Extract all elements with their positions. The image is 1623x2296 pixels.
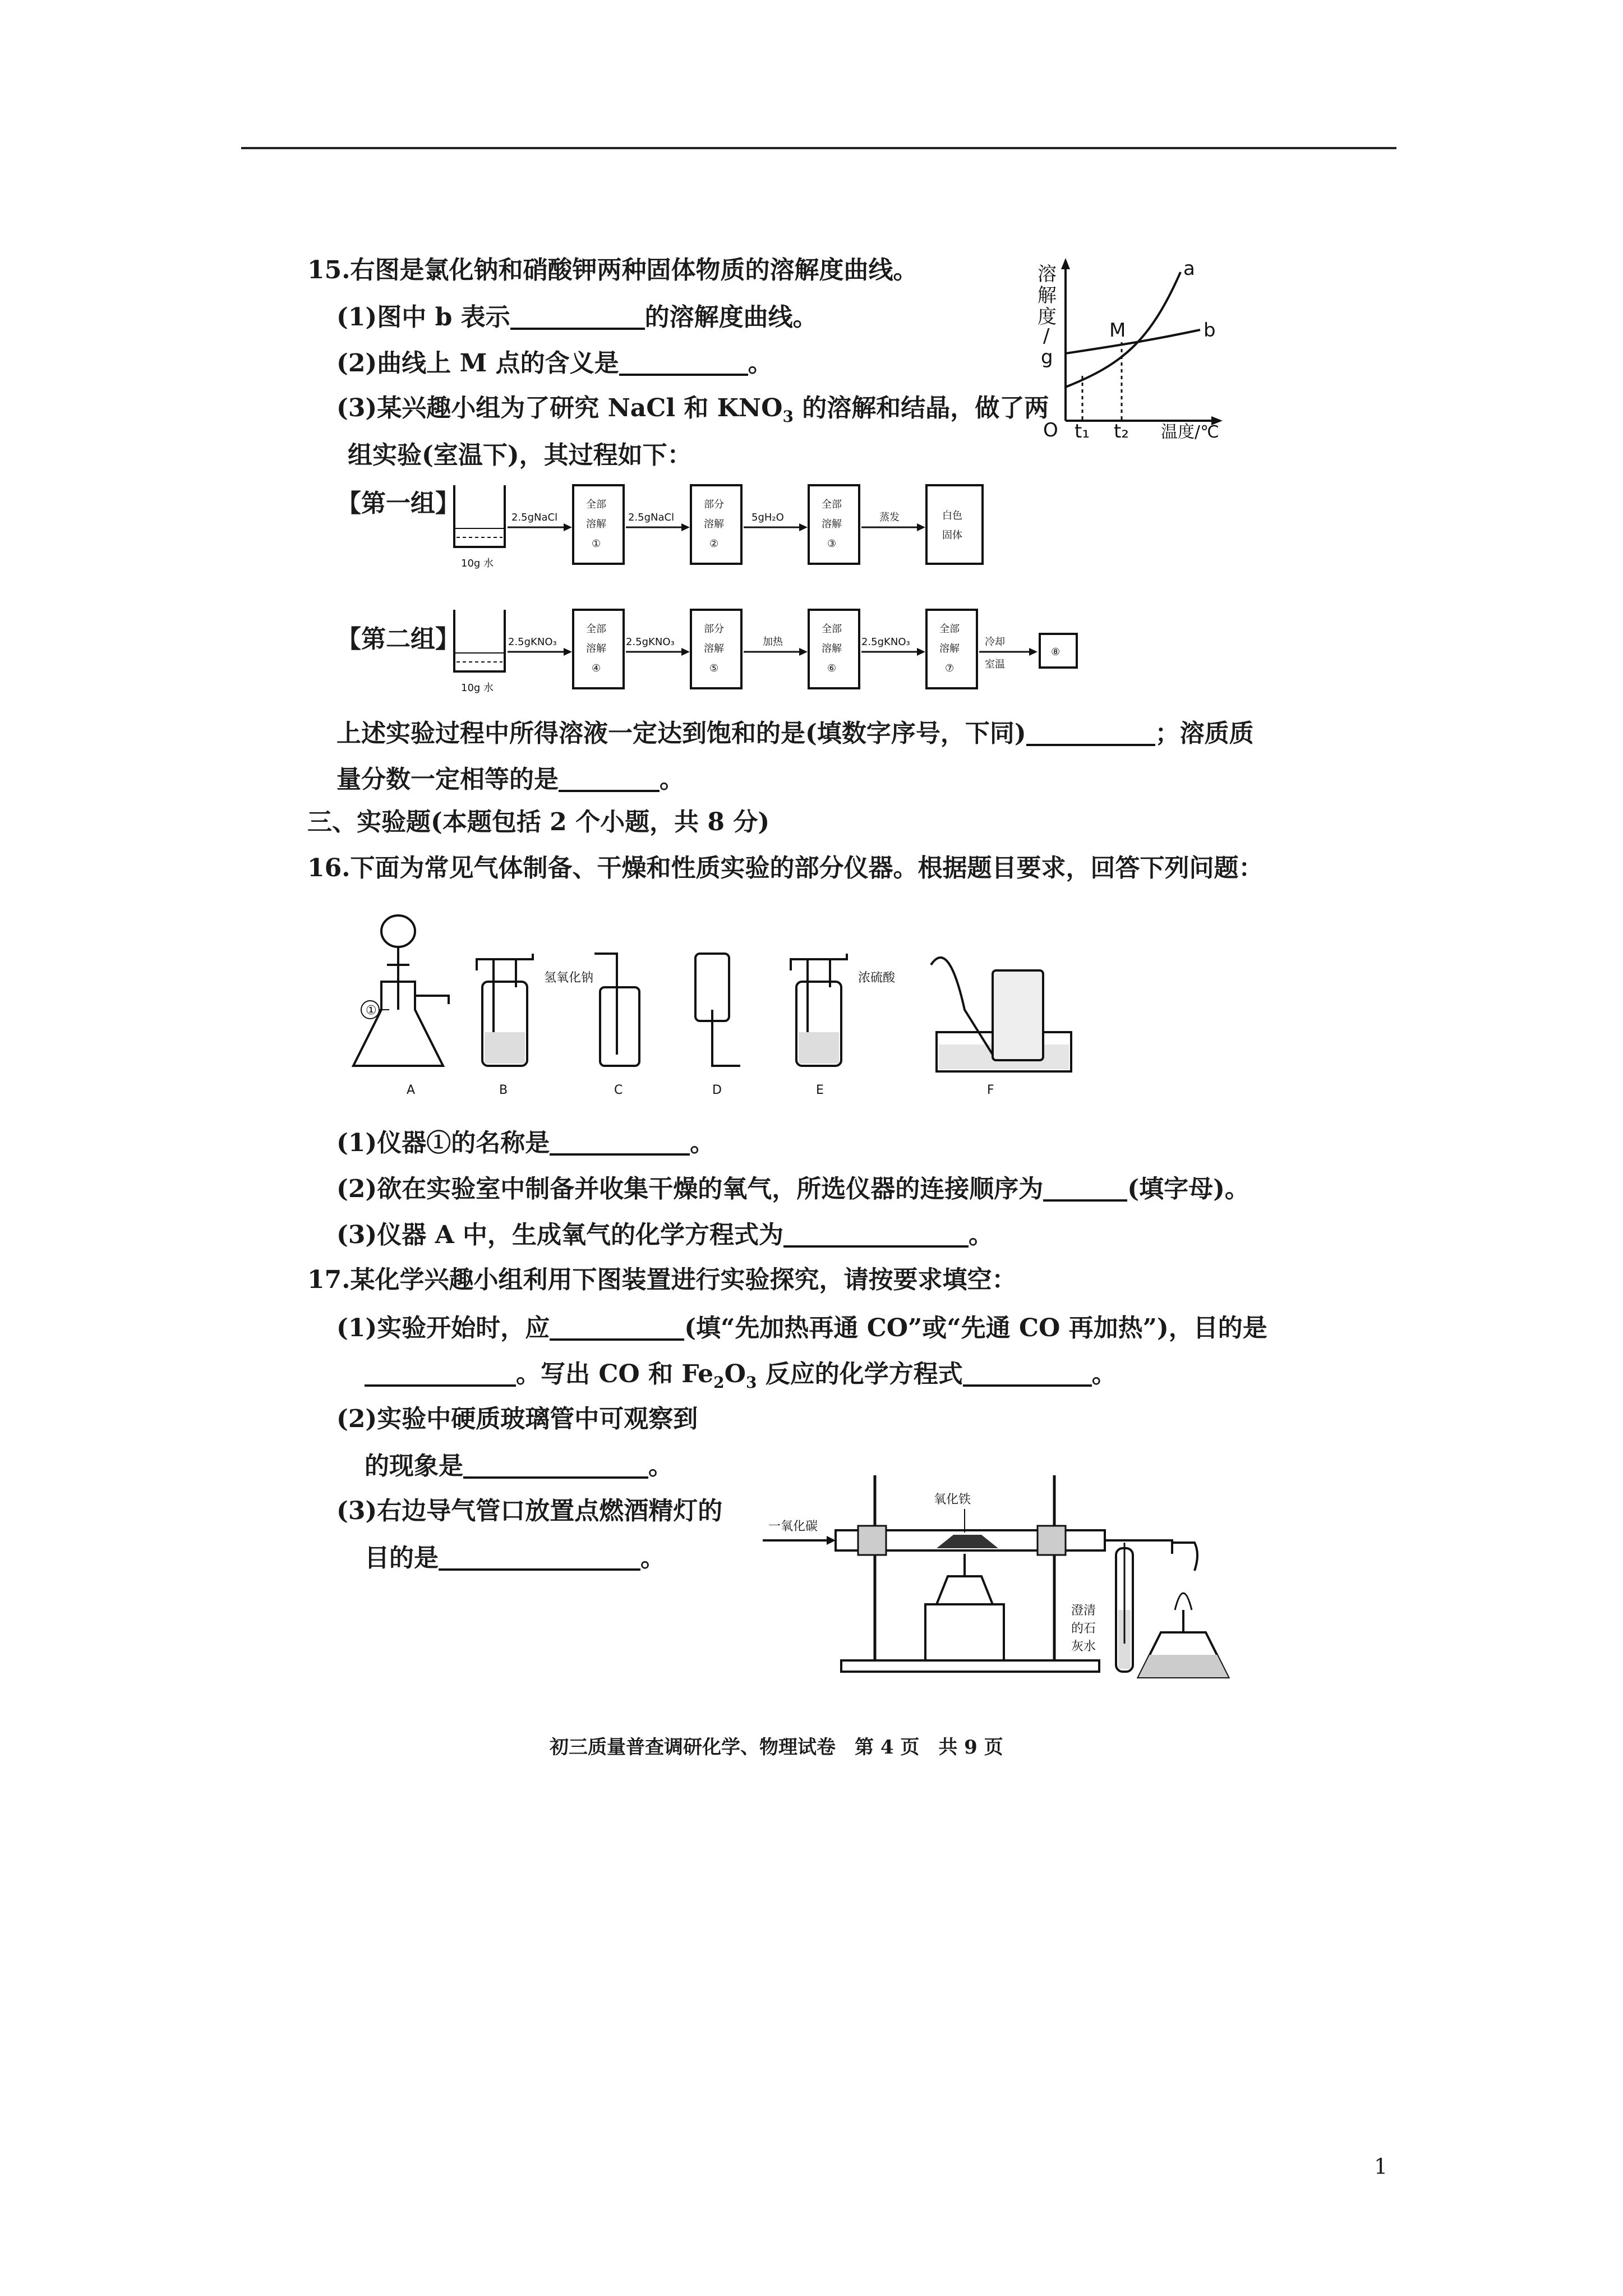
q15-title: 15.右图是氯化钠和硝酸钾两种固体物质的溶解度曲线。 bbox=[307, 256, 918, 284]
group2-water: 10g 水 bbox=[461, 682, 494, 694]
q15-blank-4[interactable] bbox=[559, 764, 660, 792]
group2-flow bbox=[449, 601, 1122, 702]
q17-part3: (3)右边导气管口放置点燃酒精灯的 bbox=[336, 1497, 723, 1525]
apparatus-c bbox=[594, 954, 639, 1066]
group1-flow bbox=[449, 477, 1021, 578]
svg-text:溶解: 溶解 bbox=[586, 518, 606, 530]
fe2o3-label: 氧化铁 bbox=[934, 1493, 971, 1507]
svg-text:③: ③ bbox=[827, 538, 837, 550]
svg-text:④: ④ bbox=[592, 662, 601, 674]
group2-arrow-1: 2.5gKNO₃ bbox=[508, 636, 557, 648]
group1-water: 10g 水 bbox=[461, 558, 494, 569]
apparatus-e bbox=[791, 954, 896, 1066]
label-d: D bbox=[712, 1083, 722, 1097]
b-liquid-1: 氢氧化钠 bbox=[544, 971, 594, 985]
group2-arrow-5-top: 冷却 bbox=[985, 636, 1005, 648]
q16-blank-2[interactable] bbox=[1043, 1174, 1127, 1202]
svg-text:⑧: ⑧ bbox=[1051, 646, 1061, 658]
group2-arrow-5-bottom: 室温 bbox=[985, 659, 1005, 670]
graph-ylabel-1: 溶 bbox=[1038, 263, 1057, 286]
q17-part1-cont: 。写出 CO 和 $Fe_2O_3$ 反应的化学方程式 。 bbox=[365, 1359, 1117, 1392]
svg-text:①: ① bbox=[592, 538, 601, 550]
graph-t2: t₂ bbox=[1114, 420, 1129, 443]
svg-text:全部: 全部 bbox=[822, 623, 842, 635]
q15-blank-1[interactable] bbox=[510, 302, 645, 330]
svg-text:部分: 部分 bbox=[704, 499, 724, 510]
q17-blank-2[interactable] bbox=[365, 1359, 516, 1387]
lime-label-1: 澄清 bbox=[1071, 1604, 1096, 1618]
label-a: A bbox=[407, 1083, 416, 1097]
group1-arrow-1: 2.5gNaCl bbox=[511, 512, 558, 523]
graph-origin: O bbox=[1043, 419, 1058, 441]
svg-text:部分: 部分 bbox=[704, 623, 724, 635]
svg-text:⑤: ⑤ bbox=[709, 662, 719, 674]
group2-arrow-4: 2.5gKNO₃ bbox=[861, 636, 910, 648]
svg-text:⑦: ⑦ bbox=[945, 662, 955, 674]
q15-part3-cont: 组实验(室温下)，其过程如下： bbox=[348, 441, 692, 470]
apparatus-a bbox=[353, 915, 449, 1066]
svg-text:全部: 全部 bbox=[822, 499, 842, 510]
svg-text:溶解: 溶解 bbox=[822, 643, 842, 655]
q16-apparatus bbox=[348, 898, 1088, 1111]
q17-blank-4[interactable] bbox=[463, 1451, 648, 1479]
label-b: B bbox=[499, 1083, 508, 1097]
q15-blank-2[interactable] bbox=[619, 348, 748, 376]
graph-t1: t₁ bbox=[1075, 420, 1090, 443]
q16-blank-1[interactable] bbox=[550, 1128, 690, 1156]
q15-part3: (3)某兴趣小组为了研究 NaCl 和 $KNO_3$ 的溶解和结晶，做了两 bbox=[336, 394, 1049, 426]
svg-text:溶解: 溶解 bbox=[822, 518, 842, 530]
graph-ylabel-2: 解 bbox=[1038, 284, 1057, 307]
graph-label-a: a bbox=[1183, 258, 1195, 280]
svg-text:全部: 全部 bbox=[586, 623, 606, 635]
svg-text:溶解: 溶解 bbox=[704, 518, 724, 530]
group1-arrow-4: 蒸发 bbox=[879, 512, 900, 523]
svg-text:全部: 全部 bbox=[939, 623, 960, 635]
graph-ylabel-3: 度 bbox=[1038, 306, 1057, 328]
e-liquid: 浓硫酸 bbox=[858, 971, 896, 985]
q17-apparatus bbox=[757, 1464, 1251, 1700]
svg-text:⑥: ⑥ bbox=[827, 662, 837, 674]
group1-arrow-2: 2.5gNaCl bbox=[628, 512, 675, 523]
svg-text:全部: 全部 bbox=[586, 499, 606, 510]
section-3-heading: 三、实验题(本题包括 2 个小题，共 8 分) bbox=[307, 808, 770, 836]
q15-summary-2: 量分数一定相等的是 。 bbox=[336, 765, 684, 794]
q16-part2: (2)欲在实验室中制备并收集干燥的氧气，所选仪器的连接顺序为 (填字母)。 bbox=[336, 1175, 1249, 1203]
q17-part2: (2)实验中硬质玻璃管中可观察到 bbox=[336, 1405, 698, 1433]
q17-part2-cont: 的现象是 。 bbox=[365, 1452, 673, 1480]
group2-arrow-2: 2.5gKNO₃ bbox=[626, 636, 675, 648]
apparatus-b bbox=[477, 954, 593, 1066]
footer: 初三质量普查调研化学、物理试卷 第 4 页 共 9 页 bbox=[550, 1736, 1003, 1759]
q17-blank-1[interactable] bbox=[550, 1313, 684, 1341]
label-e: E bbox=[816, 1083, 824, 1097]
svg-text:②: ② bbox=[709, 538, 719, 550]
page-number: 1 bbox=[1374, 2154, 1388, 2179]
svg-text:溶解: 溶解 bbox=[586, 643, 606, 655]
lime-label-3: 灰水 bbox=[1071, 1640, 1096, 1654]
q17-title: 17.某化学兴趣小组利用下图装置进行实验探究，请按要求填空： bbox=[307, 1266, 1017, 1294]
solubility-graph bbox=[1021, 258, 1256, 443]
q17-blank-3[interactable] bbox=[963, 1359, 1092, 1387]
label-c: C bbox=[614, 1083, 623, 1097]
q15-part1: (1)图中 b 表示 的溶解度曲线。 bbox=[336, 303, 818, 332]
svg-text:白色: 白色 bbox=[942, 510, 962, 522]
svg-text:固体: 固体 bbox=[942, 530, 962, 541]
q16-title: 16.下面为常见气体制备、干燥和性质实验的部分仪器。根据题目要求，回答下列问题： bbox=[307, 854, 1264, 882]
q17-part3-cont: 目的是 。 bbox=[365, 1544, 665, 1572]
graph-xlabel: 温度/℃ bbox=[1161, 422, 1219, 442]
group1-arrow-3: 5gH₂O bbox=[751, 512, 784, 523]
svg-text:溶解: 溶解 bbox=[704, 643, 724, 655]
q16-part3: (3)仪器 A 中，生成氧气的化学方程式为 。 bbox=[336, 1221, 994, 1249]
graph-ylabel-4: / bbox=[1043, 325, 1050, 347]
header-rule bbox=[241, 147, 1396, 149]
q17-part1: (1)实验开始时，应 (填“先加热再通 CO”或“先通 CO 再加热”)，目的是 bbox=[336, 1314, 1267, 1342]
apparatus-f bbox=[931, 958, 1071, 1071]
q15-summary-1: 上述实验过程中所得溶液一定达到饱和的是(填数字序号，下同) ；溶质质 bbox=[336, 719, 1254, 748]
svg-text:溶解: 溶解 bbox=[939, 643, 960, 655]
circle-1-label: ① bbox=[366, 1004, 377, 1018]
group1-label: 【第一组】 bbox=[336, 489, 460, 518]
q16-blank-3[interactable] bbox=[783, 1220, 969, 1248]
graph-ylabel-5: g bbox=[1041, 346, 1053, 369]
label-f: F bbox=[987, 1083, 994, 1097]
lime-label-2: 的石 bbox=[1071, 1622, 1096, 1636]
apparatus-d bbox=[695, 954, 740, 1066]
q15-blank-3[interactable] bbox=[1026, 718, 1155, 746]
co-label: 一氧化碳 bbox=[768, 1520, 818, 1534]
group2-label: 【第二组】 bbox=[336, 625, 460, 654]
q15-part2: (2)曲线上 M 点的含义是 。 bbox=[336, 349, 773, 378]
graph-label-m: M bbox=[1109, 319, 1126, 342]
q16-part1: (1)仪器①的名称是 。 bbox=[336, 1129, 715, 1157]
graph-label-b: b bbox=[1204, 319, 1216, 342]
group2-arrow-3: 加热 bbox=[763, 636, 783, 648]
q17-blank-5[interactable] bbox=[439, 1543, 640, 1571]
curve-b bbox=[1066, 330, 1200, 353]
